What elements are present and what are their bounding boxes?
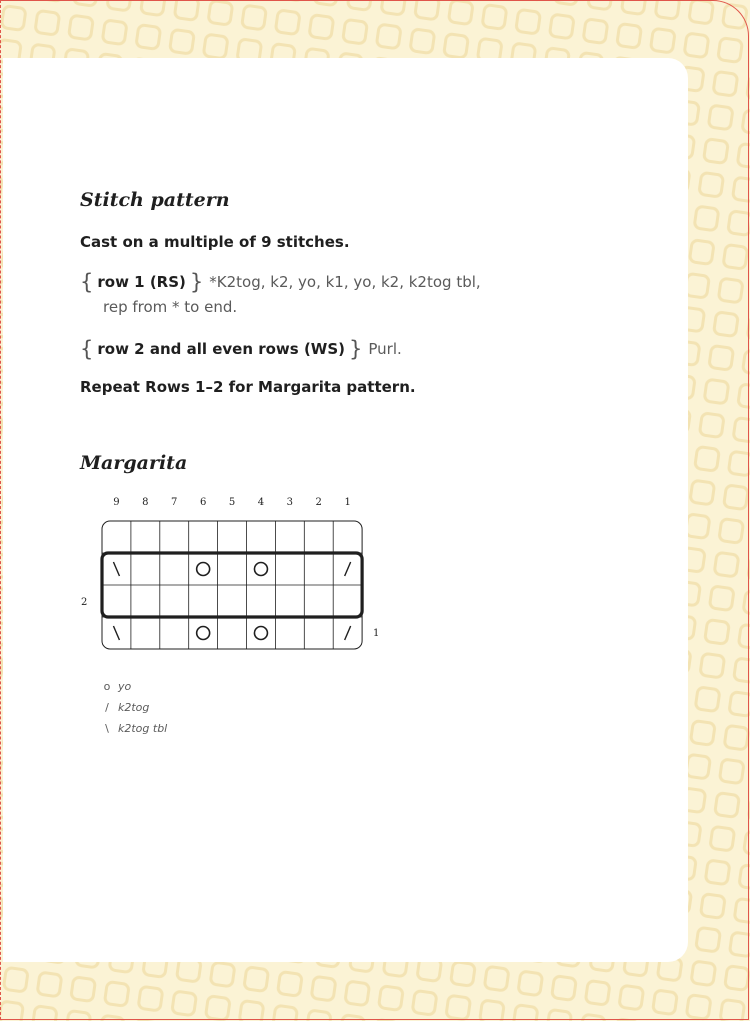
- column-number: 4: [257, 497, 265, 508]
- cast-on-instruction: Cast on a multiple of 9 stitches.: [80, 233, 350, 251]
- column-number: 9: [113, 497, 120, 508]
- legend-label: yo: [118, 680, 132, 693]
- chart-legend: [100, 680, 260, 743]
- column-numbers: [102, 497, 362, 511]
- column-number: 7: [171, 497, 178, 508]
- row-1-continuation: rep from * to end.: [103, 298, 238, 316]
- legend-item-k2tog-tbl: [100, 722, 260, 743]
- row-2-instruction: [80, 337, 402, 361]
- legend-item-k2tog: [100, 701, 260, 722]
- brace-open: {: [80, 270, 94, 294]
- row-number-left: 2: [81, 597, 88, 608]
- row-1-text: *K2tog, k2, yo, k1, yo, k2, k2tog tbl,: [209, 273, 481, 291]
- column-number: 2: [315, 497, 322, 508]
- brace-open: {: [80, 337, 94, 361]
- brace-close: }: [189, 270, 204, 294]
- legend-label: k2tog tbl: [118, 722, 168, 735]
- repeat-note: Repeat Rows 1–2 for Margarita pattern.: [80, 378, 416, 396]
- column-number: 5: [228, 497, 236, 508]
- legend-item-yo: [100, 680, 260, 701]
- yo-circle-icon: o: [103, 680, 111, 693]
- brace-close: }: [349, 337, 363, 361]
- column-number: 6: [199, 497, 207, 508]
- row-2-text: Purl.: [368, 340, 402, 358]
- section-title: Stitch pattern: [80, 189, 230, 211]
- slash-icon: /: [105, 701, 109, 714]
- column-number: 1: [344, 497, 351, 508]
- row-number-right: 1: [373, 628, 380, 639]
- chart-title: Margarita: [80, 452, 188, 474]
- column-number: 3: [286, 497, 294, 508]
- row-1-instruction: [80, 270, 481, 294]
- row-2-label: row 2 and all even rows (WS): [97, 340, 345, 358]
- legend-label: k2tog: [118, 701, 150, 714]
- row-1-label: row 1 (RS): [97, 273, 186, 291]
- column-number: 8: [142, 497, 149, 508]
- knitting-chart: [96, 515, 368, 657]
- backslash-icon: \: [105, 722, 109, 735]
